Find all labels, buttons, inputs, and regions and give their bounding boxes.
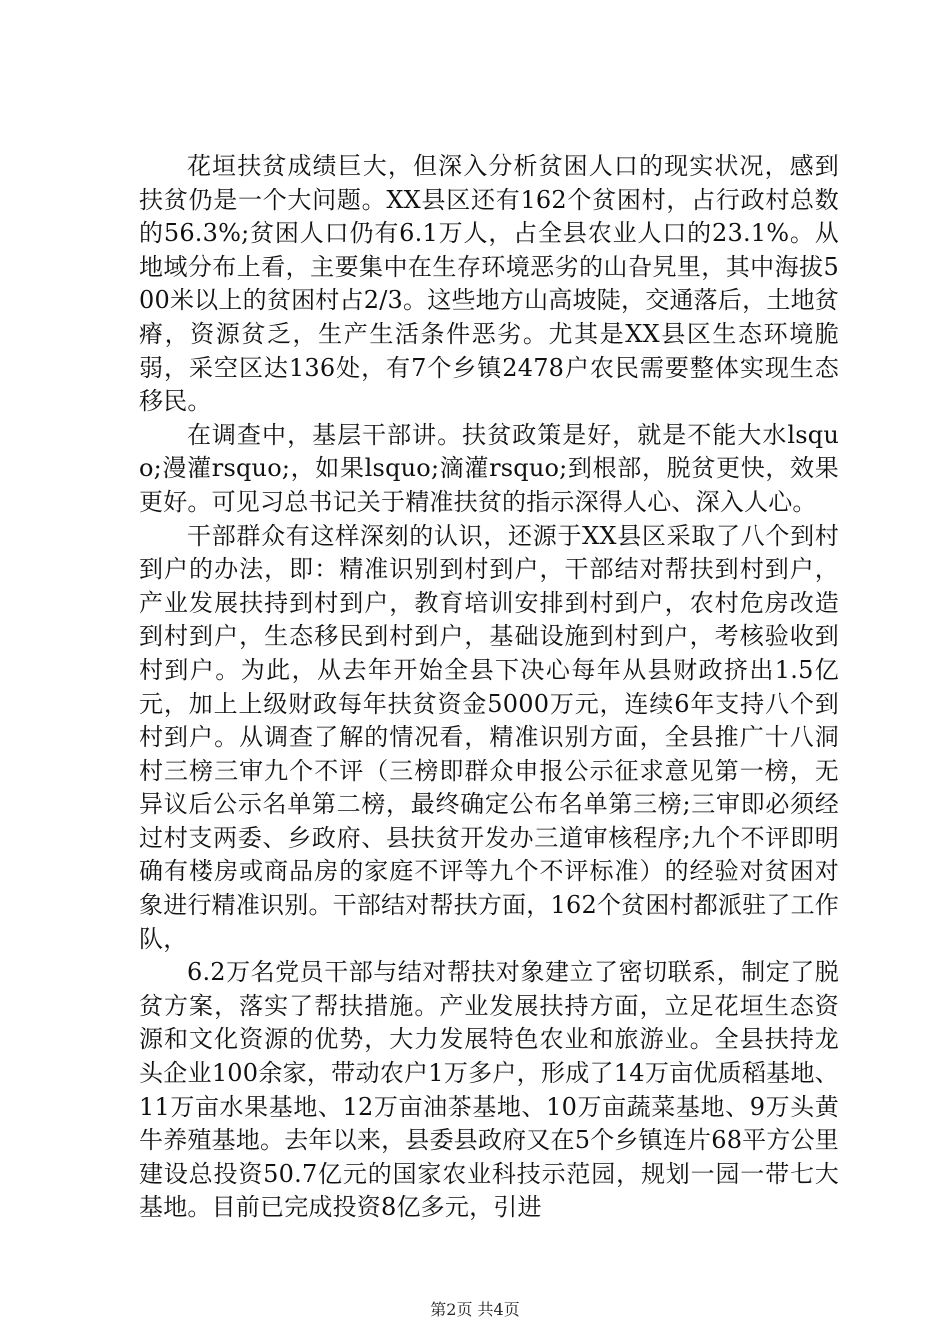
document-body: [139, 150, 839, 1225]
page-number-footer: 第2页 共4页: [430, 1300, 520, 1319]
paragraph-poverty-overview: 花垣扶贫成绩巨大，但深入分析贫困人口的现实状况，感到扶贫仍是一个大问题。XX县区还有162个贫困村，占行政村总数的56.3%;贫困人口仍有6.1万人，占全县农业人口的23.1%。从地域分布上看，主要集中在生存环境恶劣的山旮旯里，其中海拔500米以上的贫困村占2/3。这些地方山高坡陡，交通落后，土地贫瘠，资源贫乏，生产生活条件恶劣。尤其是XX县区生态环境脆弱，采空区达136处，有7个乡镇2478户农民需要整体实现生态移民。: [139, 152, 839, 416]
paragraph-industry-support: 6.2万名党员干部与结对帮扶对象建立了密切联系，制定了脱贫方案，落实了帮扶措施。产业发展扶持方面，立足花垣生态资源和文化资源的优势，大力发展特色农业和旅游业。全县扶持龙头企业100余家，带动农户1万多户，形成了14万亩优质稻基地、11万亩水果基地、12万亩油茶基地、10万亩蔬菜基地、9万头黄牛养殖基地。去年以来，县委县政府又在5个乡镇连片68平方公里建设总投资50.7亿元的国家农业科技示范园，规划一园一带七大基地。目前已完成投资8亿多元，引进: [139, 958, 839, 1222]
paragraph-eight-measures: 干部群众有这样深刻的认识，还源于XX县区采取了八个到村到户的办法，即：精准识别到村到户，干部结对帮扶到村到户，产业发展扶持到村到户，教育培训安排到村到户，农村危房改造到村到户，生态移民到村到户，基础设施到村到户，考核验收到村到户。为此，从去年开始全县下决心每年从县财政挤出1.5亿元，加上上级财政每年扶贫资金5000万元，连续6年支持八个到村到户。从调查了解的情况看，精准识别方面，全县推广十八洞村三榜三审九个不评（三榜即群众申报公示征求意见第一榜，无异议后公示名单第二榜，最终确定公布名单第三榜;三审即必须经过村支两委、乡政府、县扶贫开发办三道审核程序;九个不评即明确有楼房或商品房的家庭不评等九个不评标准）的经验对贫困对象进行精准识别。干部结对帮扶方面，162个贫困村都派驻了工作队，: [139, 521, 839, 953]
paragraph-survey-feedback: 在调查中，基层干部讲。扶贫政策是好，就是不能大水lsquo;漫灌rsquo;，如果lsquo;滴灌rsquo;到根部，脱贫更快，效果更好。可见习总书记关于精准扶贫的指示深得人心、深入人心。: [139, 420, 839, 516]
